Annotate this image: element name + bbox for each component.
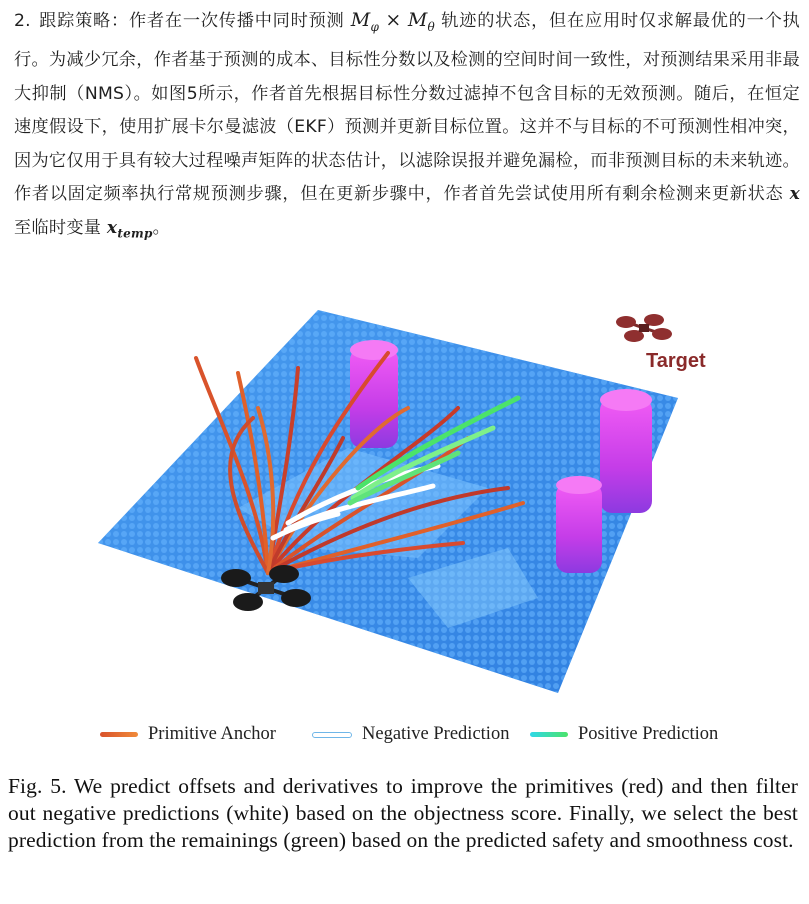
legend-swatch-negative bbox=[312, 732, 352, 738]
target-label: Target bbox=[646, 350, 706, 372]
math-x: x bbox=[789, 184, 800, 205]
figure-5-illustration bbox=[88, 298, 738, 718]
figure-caption: Fig. 5. We predict offsets and derivatives to improve the primitives (red) and then filter out negative predictions (white) based on the objectness score. Finally, we select the best prediction from the remainings (green) based on the predicted safety and smoothness cost. bbox=[8, 774, 798, 852]
paragraph-text-3: 至临时变量 bbox=[14, 217, 102, 238]
legend-primitive-anchor: Primitive Anchor bbox=[100, 724, 276, 745]
legend-negative-prediction: Negative Prediction bbox=[312, 724, 509, 745]
voxel-map-scene bbox=[88, 298, 738, 718]
math-x-temp: $x_{temp}$ bbox=[106, 217, 153, 241]
obstacle-pillar-3 bbox=[556, 476, 602, 573]
legend-swatch-positive bbox=[530, 732, 568, 737]
target-drone-icon bbox=[616, 314, 672, 342]
obstacle-pillar-2 bbox=[600, 389, 652, 513]
figure-legend bbox=[100, 724, 740, 752]
body-paragraph bbox=[14, 4, 800, 251]
math-m-phi: $M_\varphi$ bbox=[350, 9, 380, 34]
paragraph-text-1: 跟踪策略：作者在一次传播中同时预测 bbox=[39, 11, 345, 31]
legend-positive-prediction: Positive Prediction bbox=[530, 724, 718, 745]
paragraph-text-2: 轨迹的状态，但在应用时仅求解最优的一个执行。为减少冗余，作者基于预测的成本、目标性分数以及检测的空间时间一致性，对预测结果采用非最大抑制（NMS）。如图5所示，作者首先根据目标性分数过滤掉不包含目标的无效预测。随后，在恒定速度假设下，使用扩展卡尔曼滤波（EKF）预测并更新目标位置。这并不与目标的不可预测性相冲突，因为它仅用于具有较大过程噪声矩阵的状态估计，以滤除误报并避免漏检，而非预测目标的未来轨迹。作者以固定频率执行常规预测步骤，但在更新步骤中，作者首先尝试使用所有剩余检测来更新状态 bbox=[14, 11, 801, 205]
paragraph-text-4: 。 bbox=[152, 217, 171, 238]
math-times: × bbox=[385, 9, 402, 31]
legend-swatch-primitive bbox=[100, 732, 138, 737]
list-number: 2. bbox=[14, 11, 31, 31]
math-m-theta: $M_\theta$ bbox=[407, 9, 436, 34]
